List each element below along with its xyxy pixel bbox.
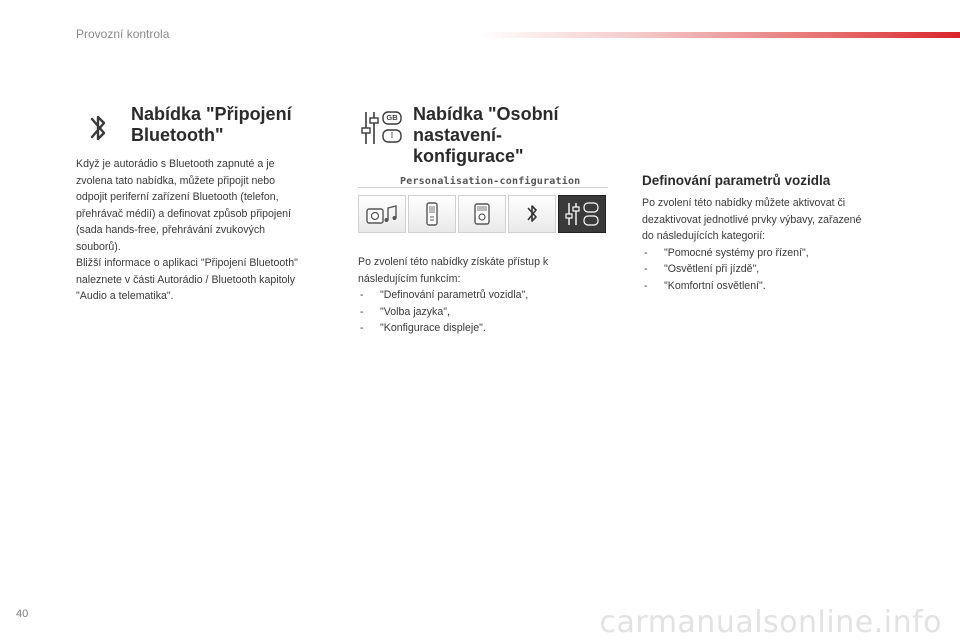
watermark: carmanualsonline.info xyxy=(599,605,942,640)
phone-icon xyxy=(422,200,442,228)
language-badge-i: I xyxy=(390,131,394,140)
list-item: - "Osvětlení při jízdě", xyxy=(642,261,922,278)
list-item: - "Komfortní osvětlení". xyxy=(642,278,922,295)
vehicle-category-list xyxy=(642,245,922,295)
personal-function-list xyxy=(358,287,608,337)
page-header-title: Provozní kontrola xyxy=(76,27,170,41)
bluetooth-tile[interactable] xyxy=(508,195,556,233)
radio-tile[interactable] xyxy=(458,195,506,233)
bluetooth-icon xyxy=(524,200,540,228)
list-item: - "Pomocné systémy pro řízení", xyxy=(642,245,922,262)
screen-title-divider xyxy=(358,187,608,188)
personal-section-text: Po zvolení této nabídky získáte přístup k následujícím funkcím: - "Definování parametrů vozidla", - "Volba jazyka", - "Konfigurace displeje". xyxy=(358,254,608,337)
bluetooth-icon xyxy=(86,108,110,148)
phone-tile[interactable] xyxy=(408,195,456,233)
settings-sliders-icon xyxy=(360,108,404,148)
list-item: - "Definování parametrů vozidla", xyxy=(358,287,608,304)
radio-icon xyxy=(469,200,495,228)
vehicle-section-text: Po zvolení této nabídky můžete aktivovat či dezaktivovat jednotlivé prvky výbavy, zařazené do následujících kategorií: - "Pomocné systémy pro řízení", - "Osvětlení při jízdě", - "Komfortní osvětlení". xyxy=(642,195,922,294)
media-icon xyxy=(364,200,400,228)
header-accent-bar xyxy=(478,32,960,38)
bluetooth-section-text: Když je autorádio s Bluetooth zapnuté a je zvolena tato nabídka, můžete připojit nebo odpojit periferní zařízení Bluetooth (telefon, přehrávač médií) a definovat způsob připojení (sada hands-free, přehrávání zvukových souborů). Bližší informace o aplikaci "Připojení Bluetooth" naleznete v části Autorádio / Bluetooth kapitoly "Audio a telematika". xyxy=(76,158,298,302)
list-item: - "Konfigurace displeje". xyxy=(358,320,608,337)
screen-title: Personalisation-configuration xyxy=(400,176,581,187)
bluetooth-section-title: Nabídka "Připojení Bluetooth" xyxy=(131,104,292,145)
settings-icon xyxy=(562,199,602,229)
language-badge-gb: GB xyxy=(386,113,398,122)
settings-tile[interactable] xyxy=(558,195,606,233)
list-item: - "Volba jazyka", xyxy=(358,304,608,321)
media-tile[interactable] xyxy=(358,195,406,233)
page-number: 40 xyxy=(16,608,29,620)
vehicle-section-title: Definování parametrů vozidla xyxy=(642,173,831,188)
personal-section-title: Nabídka "Osobní nastavení- konfigurace" xyxy=(413,104,559,166)
menu-tile-strip xyxy=(358,195,606,233)
